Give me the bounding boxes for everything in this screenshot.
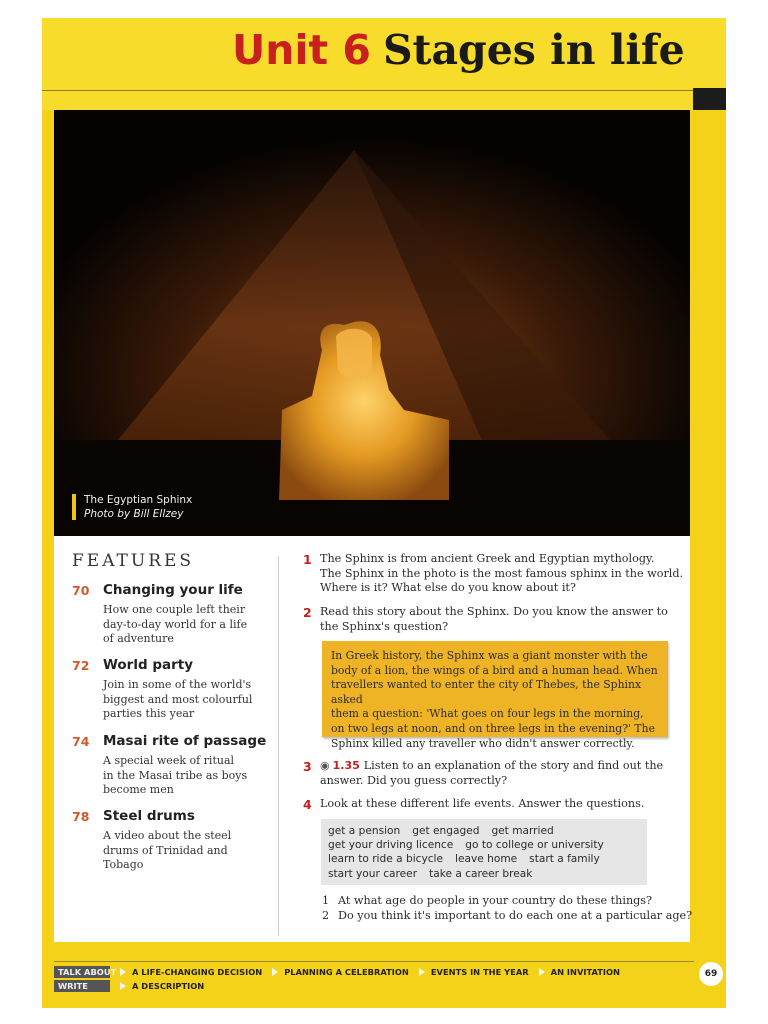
- feature-line: Join in some of the world's: [103, 678, 252, 691]
- arrow-right-icon: [272, 968, 278, 976]
- exercise-text: [320, 759, 688, 788]
- exercise-number: 4: [303, 797, 312, 812]
- story-line: body of a lion, the wings of a bird and a human head. When: [331, 663, 658, 677]
- feature-line: become men: [103, 783, 174, 796]
- footer-item: [120, 967, 262, 977]
- footer-item-label: EVENTS IN THE YEAR: [430, 967, 529, 977]
- story-line: Sphinx killed any traveller who didn't answer correctly.: [331, 736, 635, 750]
- feature-description: [103, 603, 268, 647]
- footer-item-label: PLANNING A CELEBRATION: [284, 967, 409, 977]
- column-divider: [278, 556, 279, 936]
- exercise-number: 2: [303, 605, 312, 620]
- feature-title: World party: [103, 657, 194, 673]
- exercise-line: Read this story about the Sphinx. Do you know the answer to: [320, 605, 668, 618]
- page-title: [232, 26, 685, 74]
- features-heading: FEATURES: [72, 551, 195, 571]
- feature-line: biggest and most colourful: [103, 692, 253, 706]
- life-event: get married: [491, 825, 554, 837]
- life-event: get engaged: [412, 825, 480, 837]
- exercise-line: Listen to an explanation of the story and find out the: [363, 759, 664, 772]
- arrow-right-icon: [419, 968, 425, 976]
- feature-line: in the Masai tribe as boys: [103, 768, 248, 782]
- feature-line: A special week of ritual: [103, 754, 235, 767]
- feature-line: of adventure: [103, 632, 174, 645]
- footer-item: [272, 967, 409, 977]
- exercise-text: Look at these different life events. Answer the questions.: [320, 797, 645, 810]
- life-event: leave home: [455, 853, 518, 866]
- sub-question-text: Do you think it's important to do each one at a particular age?: [338, 909, 693, 922]
- life-event: get your driving licence: [328, 839, 454, 852]
- exercise-line: the Sphinx's question?: [320, 619, 449, 633]
- photo-credit: Photo by Bill Ellzey: [84, 508, 184, 520]
- sphinx-photo: [54, 110, 690, 536]
- footer-item: [419, 967, 529, 977]
- feature-page-number: 70: [72, 583, 90, 598]
- feature-page-number: 72: [72, 658, 90, 673]
- exercise-line: The Sphinx in the photo is the most famous sphinx in the world.: [320, 566, 684, 580]
- exercise-line: answer. Did you guess correctly?: [320, 773, 508, 787]
- story-line: on two legs at noon, and on three legs in the evening?' The: [331, 721, 655, 735]
- story-line: In Greek history, the Sphinx was a giant monster with the: [331, 649, 648, 662]
- exercise-text: [320, 605, 688, 634]
- life-event: start your career: [328, 867, 418, 880]
- audio-track-number: 1.35: [332, 759, 360, 772]
- caption-accent: [72, 494, 76, 520]
- caption-title: The Egyptian Sphinx: [84, 494, 193, 506]
- sub-question-number: 1: [322, 894, 330, 907]
- exercise-line: Where is it? What else do you know about it?: [320, 581, 576, 595]
- feature-description: [103, 678, 268, 722]
- feature-line: day-to-day world for a life: [103, 617, 248, 631]
- corner-block: [693, 88, 726, 110]
- unit-title: Stages in life: [382, 26, 685, 74]
- feature-line: parties this year: [103, 707, 195, 720]
- life-event: learn to ride a bicycle: [328, 853, 444, 866]
- feature-title: Changing your life: [103, 582, 243, 598]
- feature-line: Tobago: [103, 858, 144, 871]
- story-line: them a question: 'What goes on four legs in the morning,: [331, 707, 644, 721]
- feature-description: [103, 829, 268, 873]
- unit-number: Unit 6: [232, 26, 371, 74]
- feature-line: A video about the steel: [103, 829, 232, 842]
- life-event: take a career break: [429, 867, 533, 880]
- feature-line: How one couple left their: [103, 603, 246, 616]
- footer-item: [539, 967, 620, 977]
- header-rule: [42, 90, 693, 91]
- feature-line: drums of Trinidad and: [103, 843, 228, 857]
- feature-page-number: 78: [72, 809, 90, 824]
- audio-icon[interactable]: ◉: [320, 759, 330, 772]
- sub-question: [322, 894, 690, 909]
- exercise-line: The Sphinx is from ancient Greek and Egyptian mythology.: [320, 552, 655, 565]
- feature-title: Steel drums: [103, 808, 195, 824]
- life-event: get a pension: [328, 825, 401, 837]
- page-number: 69: [699, 962, 723, 986]
- arrow-right-icon: [120, 968, 126, 976]
- exercise-number: 1: [303, 552, 312, 567]
- footer-item: [120, 981, 204, 991]
- feature-page-number: 74: [72, 734, 90, 749]
- story-line: travellers wanted to enter the city of Thebes, the Sphinx asked: [331, 678, 642, 706]
- arrow-right-icon: [539, 968, 545, 976]
- life-event: go to college or university: [465, 839, 604, 852]
- exercise-text: [320, 552, 688, 596]
- exercise-number: 3: [303, 759, 312, 774]
- sub-question-text: At what age do people in your country do these things?: [338, 894, 653, 907]
- footer-tag-talk: TALK ABOUT: [54, 966, 110, 978]
- events-row: [328, 852, 640, 866]
- life-event: start a family: [529, 853, 600, 866]
- sub-question: [322, 909, 693, 924]
- life-events-box: [321, 819, 647, 885]
- footer-write: [54, 980, 214, 992]
- events-row: [328, 824, 640, 838]
- sub-question-number: 2: [322, 909, 330, 922]
- events-row: [328, 838, 640, 852]
- footer-tag-write: WRITE: [54, 980, 110, 992]
- footer-item-label: AN INVITATION: [550, 967, 620, 977]
- events-row: [328, 867, 640, 881]
- photo-caption: [84, 493, 192, 521]
- footer-item-label: A LIFE-CHANGING DECISION: [132, 967, 263, 977]
- footer-rule: [54, 961, 694, 962]
- feature-description: [103, 754, 268, 798]
- feature-title: Masai rite of passage: [103, 733, 267, 749]
- footer-item-label: A DESCRIPTION: [132, 981, 205, 991]
- sphinx-story-box: [322, 641, 668, 750]
- footer-talk-about: [54, 966, 630, 978]
- arrow-right-icon: [120, 982, 126, 990]
